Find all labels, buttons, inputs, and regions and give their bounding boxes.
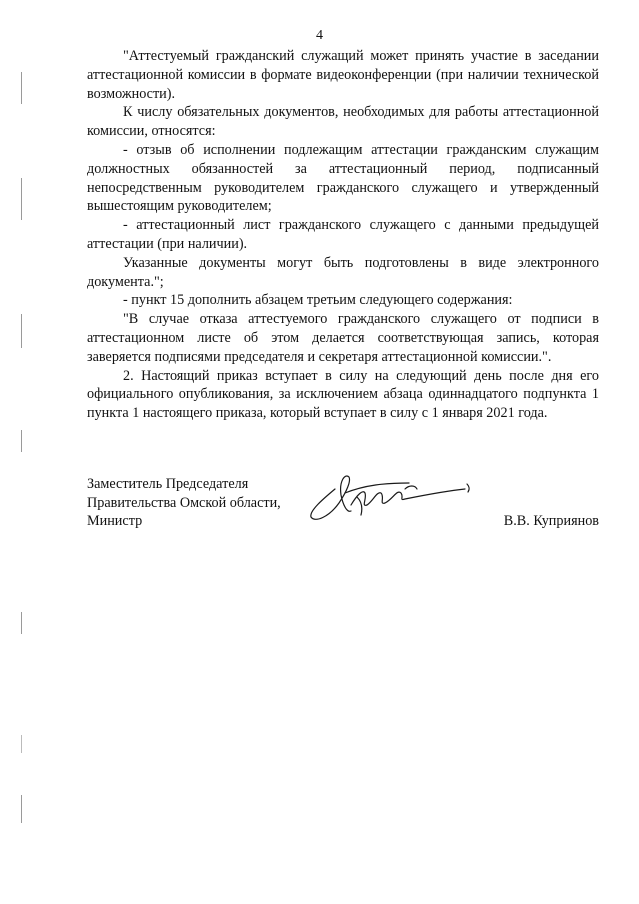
paragraph: - пункт 15 дополнить абзацем третьим следующего содержания:	[123, 292, 513, 309]
signatory-position	[87, 475, 281, 531]
page-number: 4	[316, 28, 323, 43]
scan-margin-mark	[21, 314, 22, 348]
scan-margin-mark	[21, 72, 22, 104]
paragraph: "В случае отказа аттестуемого гражданского служащего от подписи в аттестационном листе об этом делается соответствующая запись, которая заверяется подписями председателя и секретаря аттестационной комиссии.".	[87, 311, 599, 365]
scan-margin-mark	[21, 430, 22, 452]
scan-margin-mark	[21, 735, 22, 753]
scan-margin-mark	[21, 612, 22, 634]
signatory-position-line: Министр	[87, 513, 143, 529]
scan-margin-mark	[21, 178, 22, 220]
signatory-name: В.В. Куприянов	[503, 513, 599, 529]
paragraph: - отзыв об исполнении подлежащим аттестации гражданским служащим должностных обязанностей за аттестационный период, подписанный непосредственным руководителем гражданского служащего и утвержденный вышестоящим руководителем;	[87, 141, 599, 215]
signatory-position-line: Правительства Омской области,	[87, 494, 281, 511]
document-body	[87, 47, 599, 423]
paragraph: К числу обязательных документов, необходимых для работы аттестационной комиссии, относятся:	[87, 104, 599, 140]
scan-margin-mark	[21, 795, 22, 823]
signature-block	[87, 475, 599, 535]
paragraph: "Аттестуемый гражданский служащий может принять участие в заседании аттестационной комиссии в формате видеоконференции (при наличии технической возможности).	[87, 48, 599, 102]
paragraph: - аттестационный лист гражданского служащего с данными предыдущей аттестации (при наличии).	[87, 217, 599, 252]
handwritten-signature	[305, 471, 480, 523]
paragraph: 2. Настоящий приказ вступает в силу на следующий день после дня его официального опубликования, за исключением абзаца одиннадцатого подпункта 1 пункта 1 настоящего приказа, который вступает в силу с 1 января 2021 года.	[87, 367, 599, 422]
paragraph: Указанные документы могут быть подготовлены в виде электронного документа.";	[87, 254, 599, 290]
signatory-position-line: Заместитель Председателя	[87, 476, 249, 492]
